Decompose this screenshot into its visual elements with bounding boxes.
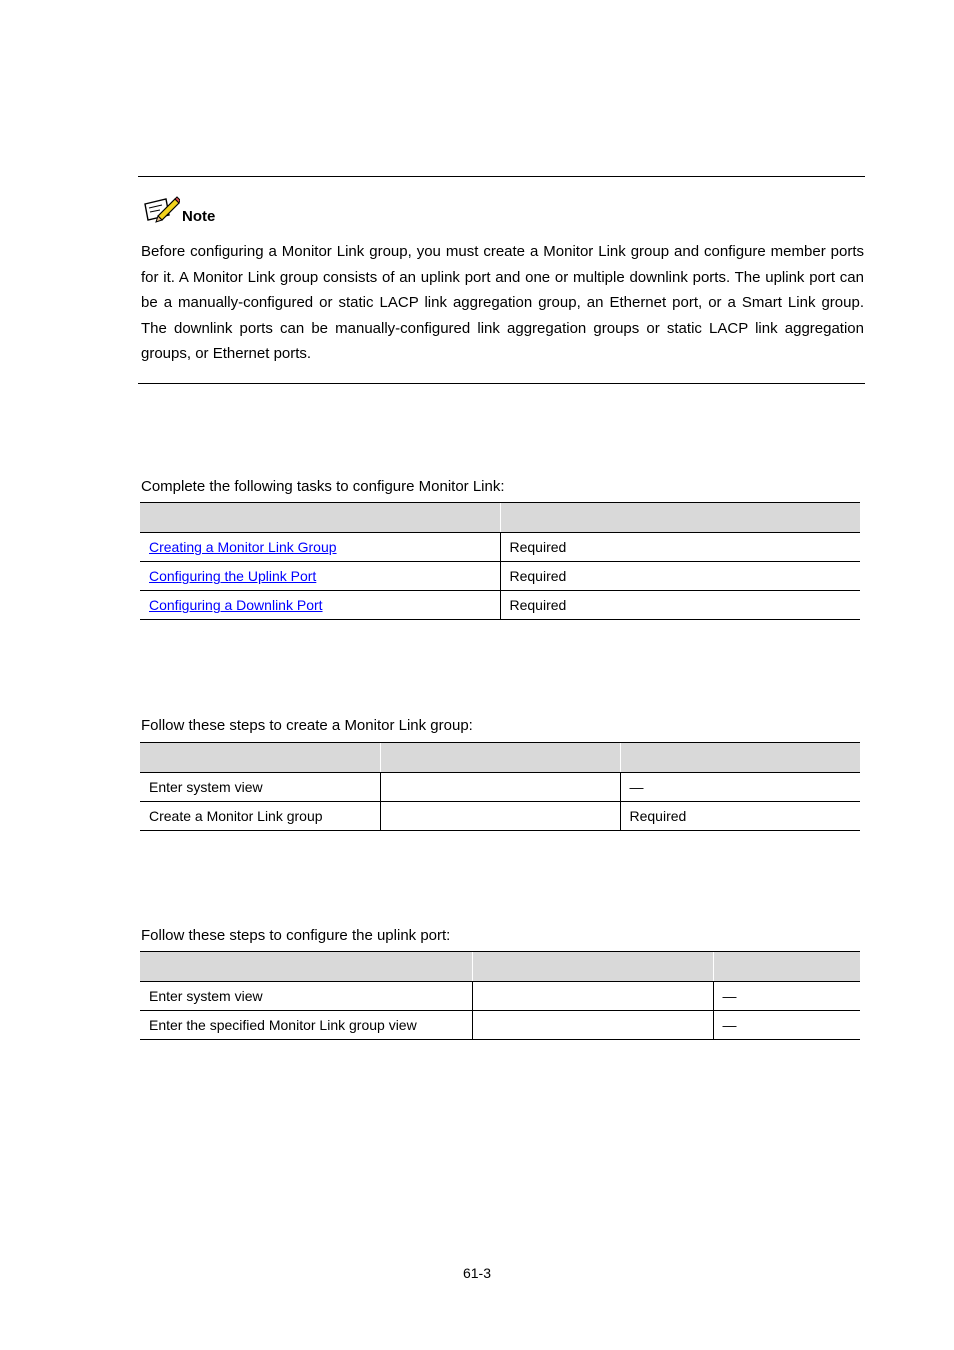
- create-group-intro: Follow these steps to create a Monitor Link group:: [141, 717, 473, 734]
- header-cell: [140, 743, 380, 773]
- remark-cell: —: [713, 982, 860, 1011]
- task-cell: [140, 591, 500, 620]
- create-group-table: [140, 742, 860, 831]
- step-cell: Create a Monitor Link group: [140, 802, 380, 831]
- note-bottom-rule: [138, 383, 865, 384]
- table-row: [140, 1011, 860, 1040]
- header-cell: [472, 952, 713, 982]
- table-header-row: [140, 952, 860, 982]
- link-creating-monitor-link-group[interactable]: Creating a Monitor Link Group: [149, 539, 337, 555]
- table-row: [140, 773, 860, 802]
- table-row: [140, 982, 860, 1011]
- command-cell: [380, 773, 620, 802]
- header-cell: [380, 743, 620, 773]
- table-row: [140, 533, 860, 562]
- task-cell: [140, 533, 500, 562]
- page-number: 61-3: [462, 1265, 492, 1281]
- header-cell: [500, 503, 860, 533]
- header-cell: [140, 952, 472, 982]
- step-cell: Enter the specified Monitor Link group view: [140, 1011, 472, 1040]
- command-cell: [472, 982, 713, 1011]
- remark-cell: —: [713, 1011, 860, 1040]
- remark-cell: Required: [500, 591, 860, 620]
- remark-cell: Required: [620, 802, 860, 831]
- link-configuring-downlink-port[interactable]: Configuring a Downlink Port: [149, 597, 323, 613]
- table-row: [140, 591, 860, 620]
- command-cell: [472, 1011, 713, 1040]
- uplink-intro: Follow these steps to configure the uplink port:: [141, 927, 451, 944]
- link-configuring-uplink-port[interactable]: Configuring the Uplink Port: [149, 568, 317, 584]
- step-cell: Enter system view: [140, 773, 380, 802]
- remark-cell: —: [620, 773, 860, 802]
- header-cell: [140, 503, 500, 533]
- note-text: Before configuring a Monitor Link group, you must create a Monitor Link group and configure member ports for it. A Monitor Link group consists of an uplink port and one or multiple downlink ports. The uplink port can be a manually-configured or static LACP link aggregation group, an Ethernet port, or a Smart Link group. The downlink ports can be manually-configured link aggregation groups or static LACP link aggregation groups, or Ethernet ports.: [141, 243, 864, 362]
- header-cell: [713, 952, 860, 982]
- note-body: [141, 239, 864, 367]
- remark-cell: Required: [500, 562, 860, 591]
- tasks-intro: Complete the following tasks to configure Monitor Link:: [141, 478, 505, 495]
- table-header-row: [140, 503, 860, 533]
- command-cell: [380, 802, 620, 831]
- note-pencil-icon: [142, 195, 180, 223]
- uplink-table: [140, 951, 860, 1040]
- step-cell: Enter system view: [140, 982, 472, 1011]
- note-title: Note: [182, 208, 216, 225]
- tasks-table: [140, 502, 860, 620]
- table-row: [140, 802, 860, 831]
- note-top-rule: [138, 176, 865, 177]
- table-row: [140, 562, 860, 591]
- task-cell: [140, 562, 500, 591]
- header-cell: [620, 743, 860, 773]
- remark-cell: Required: [500, 533, 860, 562]
- table-header-row: [140, 743, 860, 773]
